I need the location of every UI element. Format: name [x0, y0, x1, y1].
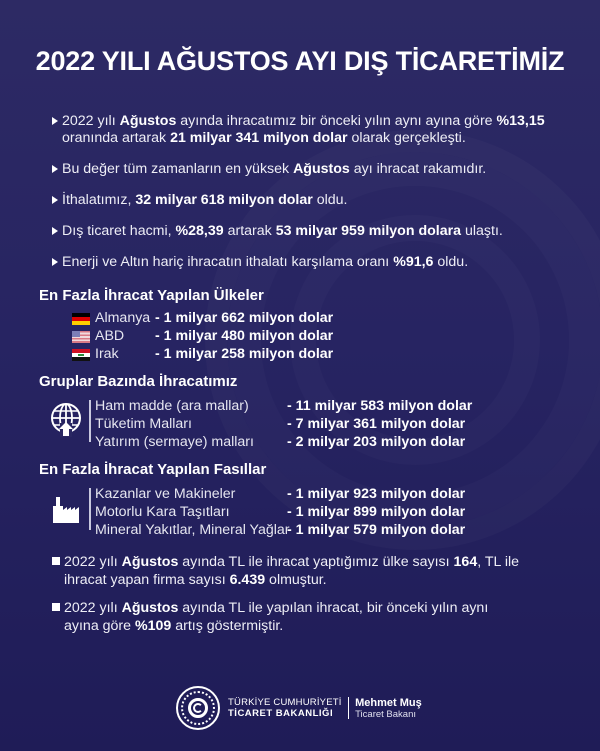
country-value: - 1 milyar 480 milyon dolar — [155, 328, 334, 344]
triangle-bullet-icon — [52, 165, 58, 173]
chapter-value: - 1 milyar 579 milyon dolar — [287, 522, 466, 538]
chapter-label: Mineral Yakıtlar, Mineral Yağlar — [95, 522, 290, 538]
country-name: ABD — [95, 328, 125, 344]
summary-bullets — [52, 113, 562, 285]
country-value: - 1 milyar 258 milyon dolar — [155, 346, 334, 362]
group-divider — [89, 400, 91, 442]
usa-flag-icon — [72, 331, 90, 343]
group-value: - 11 milyar 583 milyon dolar — [287, 398, 473, 414]
group-label: Ham madde (ara mallar) — [95, 398, 249, 414]
minister-name: Mehmet Muş — [355, 696, 422, 709]
chapter-value: - 1 milyar 923 milyon dolar — [287, 486, 466, 502]
chapter-label: Motorlu Kara Taşıtları — [95, 504, 230, 520]
footer-branding — [176, 685, 422, 731]
country-name: Almanya — [95, 310, 151, 326]
minister-info — [355, 697, 422, 720]
group-value: - 2 milyar 203 milyon dolar — [287, 434, 466, 450]
chapter-divider — [89, 488, 91, 530]
page-title: 2022 YILI AĞUSTOS AYI DIŞ TİCARETİMİZ — [35, 46, 565, 76]
summary-bullet-record: Bu değer tüm zamanların en yüksek Ağustos ayı ihracat rakamıdır. — [52, 161, 562, 178]
chapters-heading: En Fazla İhracat Yapılan Fasıllar — [39, 461, 267, 478]
triangle-bullet-icon — [52, 258, 58, 266]
summary-bullet-imports: İthalatımız, 32 milyar 618 milyon dolar oldu. — [52, 192, 562, 209]
triangle-bullet-icon — [52, 117, 58, 125]
tl-bullet-growth: 2022 yılı Ağustos ayında TL ile yapılan ihracat, bir önceki yılın aynı ayına göre %109 artış göstermiştir. — [52, 599, 492, 635]
square-bullet-icon — [52, 603, 60, 611]
summary-bullet-coverage-ratio: Enerji ve Altın hariç ihracatın ithalatı karşılama oranı %91,6 oldu. — [52, 254, 562, 271]
summary-bullet-exports: 2022 yılı Ağustos ayında ihracatımız bir önceki yılın aynı ayına göre %13,15 oranında artarak 21 milyar 341 milyon dolar olarak gerçekleşti. — [52, 113, 562, 147]
group-value: - 7 milyar 361 milyon dolar — [287, 416, 466, 432]
square-bullet-icon — [52, 557, 60, 565]
ministry-logo-icon — [176, 686, 220, 730]
group-label: Tüketim Malları — [95, 416, 192, 432]
globe-export-icon — [49, 402, 83, 438]
group-label: Yatırım (sermaye) malları — [95, 434, 254, 450]
germany-flag-icon — [72, 313, 90, 325]
country-name: Irak — [95, 346, 119, 362]
triangle-bullet-icon — [52, 227, 58, 235]
country-value: - 1 milyar 662 milyon dolar — [155, 310, 334, 326]
ministry-name: TÜRKİYE CUMHURİYETİ TİCARET BAKANLIĞI — [228, 697, 342, 719]
chapter-label: Kazanlar ve Makineler — [95, 486, 236, 502]
factory-icon — [52, 494, 82, 524]
top-countries-heading: En Fazla İhracat Yapılan Ülkeler — [39, 287, 264, 304]
iraq-flag-icon — [72, 349, 90, 361]
triangle-bullet-icon — [52, 196, 58, 204]
chapter-value: - 1 milyar 899 milyon dolar — [287, 504, 466, 520]
tl-bullet-countries: 2022 yılı Ağustos ayında TL ile ihracat yaptığımız ülke sayısı 164, TL ile ihracat yapan firma sayısı 6.439 olmuştur. — [52, 553, 532, 589]
groups-heading: Gruplar Bazında İhracatımız — [39, 373, 238, 390]
summary-bullet-trade-volume: Dış ticaret hacmi, %28,39 artarak 53 milyar 959 milyon dolara ulaştı. — [52, 223, 562, 240]
minister-role: Ticaret Bakanı — [355, 708, 416, 720]
footer-divider — [348, 697, 350, 719]
